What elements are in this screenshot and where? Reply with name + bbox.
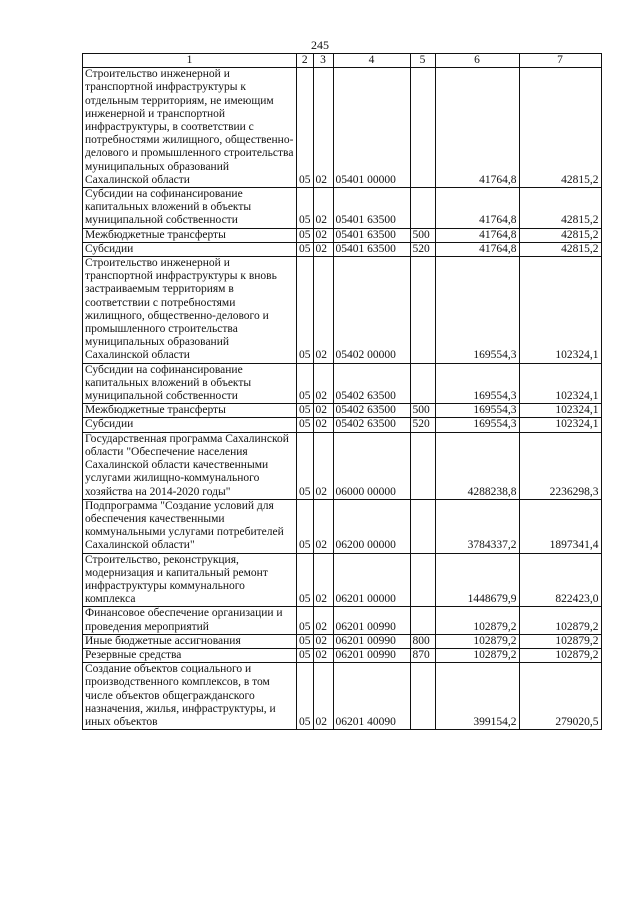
row-target-code: 05401 63500 (333, 228, 410, 242)
row-subsection: 02 (313, 648, 333, 662)
row-amount-year2: 1897341,4 (519, 499, 601, 553)
row-amount-year1: 1448679,9 (435, 553, 519, 607)
row-subsection: 02 (313, 418, 333, 432)
row-subsection: 02 (313, 607, 333, 634)
row-amount-year1: 3784337,2 (435, 499, 519, 553)
row-amount-year1: 169554,3 (435, 404, 519, 418)
table-header-row (83, 54, 602, 68)
row-section: 05 (297, 363, 314, 404)
row-section: 05 (297, 228, 314, 242)
row-expense-type (410, 363, 435, 404)
row-section: 05 (297, 663, 314, 730)
row-amount-year1: 41764,8 (435, 242, 519, 256)
table-row (83, 499, 602, 553)
row-section: 05 (297, 257, 314, 364)
table-row (83, 257, 602, 364)
row-name: Финансовое обеспечение организации и проведения мероприятий (83, 607, 297, 634)
row-section: 05 (297, 242, 314, 256)
row-target-code: 06201 00000 (333, 553, 410, 607)
row-amount-year2: 2236298,3 (519, 432, 601, 499)
row-expense-type: 870 (410, 648, 435, 662)
row-amount-year2: 279020,5 (519, 663, 601, 730)
row-amount-year2: 42815,2 (519, 228, 601, 242)
table-row (83, 242, 602, 256)
row-amount-year1: 41764,8 (435, 188, 519, 229)
row-expense-type (410, 499, 435, 553)
row-amount-year2: 102324,1 (519, 363, 601, 404)
row-target-code: 06200 00000 (333, 499, 410, 553)
row-target-code: 05402 63500 (333, 418, 410, 432)
row-expense-type (410, 68, 435, 188)
row-expense-type (410, 607, 435, 634)
row-subsection: 02 (313, 228, 333, 242)
row-name: Субсидии на софинансирование капитальных вложений в объекты муниципальной собственности (83, 188, 297, 229)
row-target-code: 06201 00990 (333, 607, 410, 634)
row-section: 05 (297, 499, 314, 553)
row-section: 05 (297, 432, 314, 499)
row-target-code: 05402 63500 (333, 363, 410, 404)
column-header-3: 3 (313, 54, 333, 68)
row-amount-year1: 41764,8 (435, 228, 519, 242)
row-section: 05 (297, 648, 314, 662)
row-amount-year2: 42815,2 (519, 242, 601, 256)
row-amount-year1: 102879,2 (435, 648, 519, 662)
row-expense-type: 800 (410, 634, 435, 648)
row-target-code: 06201 00990 (333, 634, 410, 648)
row-name: Строительство, реконструкция, модернизация и капитальный ремонт инфраструктуры коммунального комплекса (83, 553, 297, 607)
row-target-code: 05401 00000 (333, 68, 410, 188)
row-amount-year2: 102879,2 (519, 648, 601, 662)
row-name: Субсидии (83, 242, 297, 256)
row-expense-type: 520 (410, 242, 435, 256)
row-amount-year1: 169554,3 (435, 257, 519, 364)
column-header-2: 2 (297, 54, 314, 68)
row-section: 05 (297, 68, 314, 188)
row-subsection: 02 (313, 363, 333, 404)
row-amount-year1: 4288238,8 (435, 432, 519, 499)
row-expense-type: 520 (410, 418, 435, 432)
table-row (83, 663, 602, 730)
column-header-1: 1 (83, 54, 297, 68)
row-section: 05 (297, 418, 314, 432)
row-target-code: 06000 00000 (333, 432, 410, 499)
row-target-code: 05402 00000 (333, 257, 410, 364)
row-amount-year2: 102324,1 (519, 257, 601, 364)
table-row (83, 634, 602, 648)
row-expense-type (410, 188, 435, 229)
table-row (83, 607, 602, 634)
row-expense-type (410, 553, 435, 607)
row-section: 05 (297, 188, 314, 229)
column-header-6: 6 (435, 54, 519, 68)
row-name: Резервные средства (83, 648, 297, 662)
row-target-code: 06201 40090 (333, 663, 410, 730)
row-target-code: 06201 00990 (333, 648, 410, 662)
row-target-code: 05401 63500 (333, 242, 410, 256)
row-amount-year2: 102324,1 (519, 418, 601, 432)
row-expense-type: 500 (410, 228, 435, 242)
row-subsection: 02 (313, 188, 333, 229)
row-name: Подпрограмма "Создание условий для обеспечения качественными коммунальными услугами потребителей Сахалинской области" (83, 499, 297, 553)
row-section: 05 (297, 404, 314, 418)
row-name: Межбюджетные трансферты (83, 228, 297, 242)
row-target-code: 05401 63500 (333, 188, 410, 229)
page-number: 245 (311, 38, 329, 52)
row-amount-year2: 42815,2 (519, 188, 601, 229)
column-header-7: 7 (519, 54, 601, 68)
table-row (83, 432, 602, 499)
row-name: Строительство инженерной и транспортной инфраструктуры к отдельным территориям, не имеющим инженерной и транспортной инфраструктуры, в соответствии с потребностями жилищного, общественно-делового и промышленного строительства муниципальных образований Сахалинской области (83, 68, 297, 188)
row-section: 05 (297, 553, 314, 607)
row-expense-type (410, 432, 435, 499)
row-amount-year2: 102879,2 (519, 607, 601, 634)
row-subsection: 02 (313, 432, 333, 499)
row-subsection: 02 (313, 553, 333, 607)
column-header-5: 5 (410, 54, 435, 68)
row-section: 05 (297, 634, 314, 648)
row-amount-year1: 399154,2 (435, 663, 519, 730)
row-name: Создание объектов социального и производственного комплексов, в том числе объектов общегражданского назначения, жилья, инфраструктуры, и иных объектов (83, 663, 297, 730)
row-subsection: 02 (313, 663, 333, 730)
row-expense-type (410, 663, 435, 730)
table-row (83, 553, 602, 607)
row-amount-year1: 41764,8 (435, 68, 519, 188)
table-row (83, 404, 602, 418)
row-amount-year1: 102879,2 (435, 634, 519, 648)
row-name: Межбюджетные трансферты (83, 404, 297, 418)
row-amount-year1: 169554,3 (435, 418, 519, 432)
row-subsection: 02 (313, 242, 333, 256)
row-subsection: 02 (313, 404, 333, 418)
row-section: 05 (297, 607, 314, 634)
row-amount-year2: 102324,1 (519, 404, 601, 418)
row-subsection: 02 (313, 257, 333, 364)
row-amount-year2: 102879,2 (519, 634, 601, 648)
row-amount-year1: 102879,2 (435, 607, 519, 634)
budget-table (82, 53, 602, 730)
row-name: Строительство инженерной и транспортной инфраструктуры к вновь застраиваемым территориям в соответствии с потребностями жилищного, общественно-делового и промышленного строительства муниципальных образований Сахалинской области (83, 257, 297, 364)
table-row (83, 418, 602, 432)
row-amount-year2: 42815,2 (519, 68, 601, 188)
row-amount-year2: 822423,0 (519, 553, 601, 607)
table-row (83, 188, 602, 229)
row-name: Иные бюджетные ассигнования (83, 634, 297, 648)
row-subsection: 02 (313, 68, 333, 188)
table-row (83, 228, 602, 242)
row-subsection: 02 (313, 634, 333, 648)
row-amount-year1: 169554,3 (435, 363, 519, 404)
column-header-4: 4 (333, 54, 410, 68)
table-row (83, 68, 602, 188)
row-name: Государственная программа Сахалинской области "Обеспечение населения Сахалинской области качественными услугами жилищно-коммунального хозяйства на 2014-2020 годы" (83, 432, 297, 499)
row-name: Субсидии на софинансирование капитальных вложений в объекты муниципальной собственности (83, 363, 297, 404)
row-subsection: 02 (313, 499, 333, 553)
row-expense-type (410, 257, 435, 364)
row-target-code: 05402 63500 (333, 404, 410, 418)
row-expense-type: 500 (410, 404, 435, 418)
table-row (83, 363, 602, 404)
table-row (83, 648, 602, 662)
row-name: Субсидии (83, 418, 297, 432)
